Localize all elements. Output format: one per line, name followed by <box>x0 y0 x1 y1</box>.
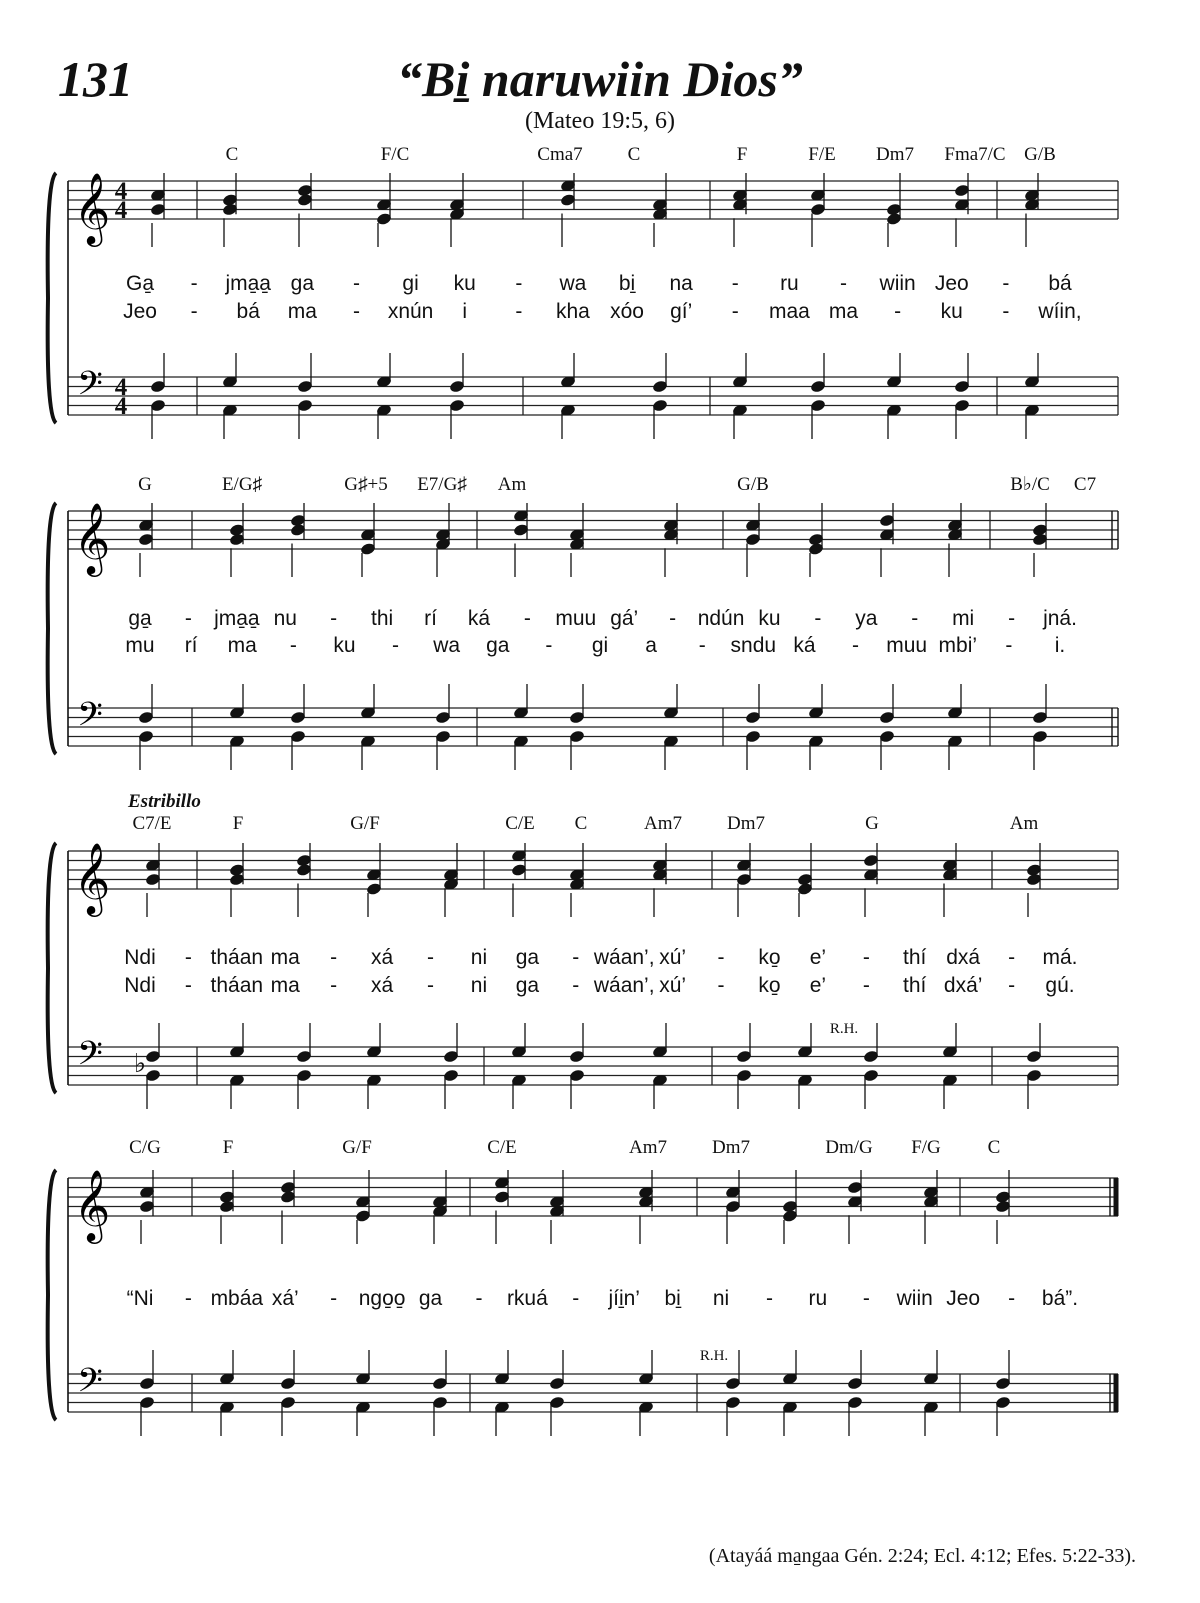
lyric-hyphen: - <box>1002 300 1010 323</box>
lyric-hyphen: - <box>840 272 848 295</box>
lyric-hyphen: - <box>352 272 360 295</box>
lyric-hyphen: - <box>427 974 435 997</box>
lyric-syllable: ká <box>793 634 816 657</box>
lyric-hyphen: - <box>184 974 192 997</box>
lyric-syllable: xá <box>371 946 394 969</box>
lyric-syllable: muu <box>555 607 597 630</box>
lyric-syllable: gi <box>402 272 419 295</box>
lyric-syllable: ru <box>808 1287 828 1310</box>
chord-symbol: C/E <box>487 1137 517 1158</box>
chord-symbol: Dm7 <box>712 1137 750 1158</box>
lyric-hyphen: - <box>475 1287 483 1310</box>
lyric-hyphen: - <box>190 300 198 323</box>
lyric-syllable: ndún <box>697 607 745 630</box>
chord-symbol: C7/E <box>132 813 172 834</box>
lyric-syllable: muu <box>886 634 928 657</box>
lyric-hyphen: - <box>515 300 523 323</box>
chord-symbol: C <box>627 144 641 165</box>
lyric-hyphen: - <box>572 1287 580 1310</box>
lyric-hyphen: - <box>862 946 870 969</box>
lyric-syllable: wiin <box>879 272 916 295</box>
time-signature-top: 4 <box>114 374 128 401</box>
bass-clef-icon: 𝄢 <box>77 696 103 742</box>
lyric-syllable: mi <box>952 607 975 630</box>
lyric-syllable: Ndi <box>124 946 156 969</box>
lyric-hyphen: - <box>352 300 360 323</box>
lyric-syllable: a <box>645 634 657 657</box>
lyric-syllable: ku <box>940 300 963 323</box>
chord-symbol: C <box>574 813 588 834</box>
lyric-syllable: mu <box>125 634 155 657</box>
lyric-syllable: ga <box>418 1287 443 1310</box>
chord-symbol: F <box>736 144 748 165</box>
lyric-syllable: xú’ <box>659 946 687 969</box>
lyric-syllable: ga <box>515 946 540 969</box>
lyric-hyphen: - <box>1008 607 1016 630</box>
chord-symbol: Dm/G <box>825 1137 873 1158</box>
chord-symbol: Cma7 <box>537 144 583 165</box>
time-signature-bottom: 4 <box>114 393 128 420</box>
lyric-hyphen: - <box>184 946 192 969</box>
lyric-hyphen: - <box>330 974 338 997</box>
lyric-hyphen: - <box>184 1287 192 1310</box>
lyric-hyphen: - <box>545 634 553 657</box>
lyric-syllable: ma <box>828 300 859 323</box>
lyric-syllable: jma̱a̱ <box>225 272 272 295</box>
treble-clef-icon: 𝄞 <box>73 1168 111 1241</box>
lyric-syllable: gá’ <box>610 607 639 630</box>
chord-symbol: Dm7 <box>727 813 765 834</box>
lyric-syllable: jná. <box>1043 607 1077 630</box>
lyric-syllable: ru <box>780 272 799 295</box>
lyric-hyphen: - <box>1002 272 1010 295</box>
lyric-syllable: bi̱ <box>618 272 636 295</box>
lyric-hyphen: - <box>184 607 192 630</box>
lyric-syllable: thi <box>371 607 394 630</box>
lyric-syllable: Ndi <box>124 974 156 997</box>
chord-symbol: C <box>225 144 239 165</box>
lyric-hyphen: - <box>572 974 580 997</box>
lyric-syllable: ma <box>287 300 317 323</box>
lyric-syllable: gi <box>591 634 609 657</box>
system-brace <box>48 503 56 754</box>
system-brace <box>48 173 56 423</box>
hymn-number: 131 <box>58 51 133 107</box>
lyric-hyphen: - <box>894 300 902 323</box>
treble-clef-icon: 𝄞 <box>73 171 111 244</box>
lyric-hyphen: - <box>1008 946 1016 969</box>
chord-symbol: G <box>865 813 879 834</box>
chord-symbol: G/F <box>342 1137 372 1158</box>
lyric-syllable: ku <box>758 607 781 630</box>
lyric-syllable: thí <box>903 946 927 969</box>
lyric-syllable: xnún <box>387 300 434 323</box>
chord-symbol: C/G <box>129 1137 161 1158</box>
lyric-syllable: ku <box>333 634 356 657</box>
chord-symbol: E/G♯ <box>221 474 263 495</box>
treble-clef-icon: 𝄞 <box>73 501 111 574</box>
lyric-hyphen: - <box>392 634 400 657</box>
lyric-syllable: ga <box>486 634 510 657</box>
lyric-syllable: dxá <box>946 946 981 969</box>
lyric-syllable: i <box>462 300 468 323</box>
lyric-syllable: tháan <box>210 974 264 997</box>
lyric-syllable: sndu <box>730 634 777 657</box>
chord-symbol: F <box>222 1137 234 1158</box>
lyric-syllable: thí <box>903 974 927 997</box>
chord-symbol: G/B <box>1024 144 1056 165</box>
lyric-syllable: gí’ <box>670 300 693 323</box>
lyric-syllable: ku <box>453 272 476 295</box>
lyric-syllable: wíin, <box>1038 300 1082 323</box>
lyric-hyphen: - <box>731 272 739 295</box>
chord-symbol: C <box>987 1137 1001 1158</box>
lyric-syllable: ko̱ <box>758 946 781 969</box>
lyric-hyphen: - <box>669 607 677 630</box>
lyric-syllable: ni <box>470 974 488 997</box>
lyric-hyphen: - <box>330 607 338 630</box>
treble-clef-icon: 𝄞 <box>73 841 111 914</box>
chord-symbol: B♭/C <box>1010 474 1050 495</box>
lyric-hyphen: - <box>330 946 338 969</box>
section-label-estribillo: Estribillo <box>128 791 201 812</box>
chord-symbol: Dm7 <box>876 144 914 165</box>
chord-symbol: C7 <box>1073 474 1097 495</box>
lyric-syllable: nu <box>273 607 297 630</box>
lyric-hyphen: - <box>190 272 198 295</box>
lyric-hyphen: - <box>698 634 706 657</box>
lyric-syllable: wa <box>433 634 461 657</box>
lyric-syllable: ga <box>290 272 315 295</box>
lyric-syllable: wáan’, <box>593 946 655 969</box>
hymn-title: “Bi̱ naruwiin Dios” <box>397 51 803 107</box>
chord-symbol: G/B <box>737 474 769 495</box>
lyric-syllable: mbáa <box>210 1287 264 1310</box>
lyric-syllable: rí <box>184 634 198 657</box>
lyric-syllable: Jeo <box>123 300 157 323</box>
lyric-hyphen: - <box>717 946 725 969</box>
system-brace <box>48 843 56 1093</box>
chord-symbol: G <box>138 474 152 495</box>
lyric-syllable: bá”. <box>1041 1287 1079 1310</box>
system-brace <box>48 1170 56 1420</box>
time-signature-top: 4 <box>114 178 128 205</box>
lyric-syllable: xú’ <box>659 974 687 997</box>
chord-symbol: F/E <box>808 144 836 165</box>
lyric-syllable: má. <box>1042 946 1078 969</box>
chord-symbol: F/C <box>380 144 410 165</box>
lyric-syllable: jma̱a̱ <box>214 607 260 630</box>
flat-sign: ♭ <box>133 1049 147 1078</box>
lyric-syllable: e’ <box>809 946 827 969</box>
lyric-syllable: rí <box>424 607 437 630</box>
lyric-syllable: maa <box>768 300 810 323</box>
lyric-syllable: ga <box>515 974 540 997</box>
lyric-syllable: Jeo <box>946 1287 981 1310</box>
lyric-hyphen: - <box>731 300 739 323</box>
lyric-syllable: mbi’ <box>938 634 978 657</box>
lyric-hyphen: - <box>814 607 822 630</box>
rh-marking: R.H. <box>699 1348 729 1364</box>
lyric-hyphen: - <box>515 272 523 295</box>
lyric-hyphen: - <box>330 1287 338 1310</box>
lyric-hyphen: - <box>765 1287 773 1310</box>
chord-symbol: F <box>232 813 244 834</box>
lyric-hyphen: - <box>289 634 297 657</box>
chord-symbol: G/F <box>350 813 380 834</box>
lyric-syllable: wiin <box>896 1287 933 1310</box>
chord-symbol: Am <box>1009 813 1039 834</box>
bass-clef-icon: 𝄢 <box>77 1035 103 1081</box>
lyric-hyphen: - <box>1005 634 1013 657</box>
lyric-syllable: ma <box>227 634 257 657</box>
lyric-syllable: e’ <box>809 974 827 997</box>
chord-symbol: C/E <box>505 813 535 834</box>
lyric-syllable: ká <box>467 607 491 630</box>
rh-marking: R.H. <box>829 1021 859 1037</box>
lyric-syllable: tháan <box>210 946 264 969</box>
lyric-syllable: dxá’ <box>943 974 983 997</box>
lyric-hyphen: - <box>911 607 919 630</box>
lyric-syllable: ni <box>712 1287 730 1310</box>
lyric-syllable: ni <box>470 946 488 969</box>
lyric-hyphen: - <box>717 974 725 997</box>
lyric-syllable: xá <box>371 974 394 997</box>
bass-clef-icon: 𝄢 <box>77 365 103 411</box>
chord-symbol: G♯+5 <box>344 474 388 495</box>
lyric-hyphen: - <box>1008 974 1016 997</box>
lyric-hyphen: - <box>862 974 870 997</box>
time-signature-bottom: 4 <box>114 197 128 224</box>
lyric-hyphen: - <box>862 1287 870 1310</box>
lyric-syllable: Ga̱ <box>125 272 155 295</box>
lyric-hyphen: - <box>427 946 435 969</box>
bass-clef-icon: 𝄢 <box>77 1362 103 1408</box>
lyric-syllable: kha <box>556 300 590 323</box>
lyric-syllable: wáan’, <box>593 974 655 997</box>
lyric-syllable: xá’ <box>271 1287 299 1310</box>
lyric-hyphen: - <box>572 946 580 969</box>
lyric-syllable: rkuá <box>506 1287 548 1310</box>
chord-symbol: F/G <box>911 1137 941 1158</box>
lyric-syllable: bá <box>236 300 260 323</box>
lyric-syllable: “Ni <box>126 1287 154 1310</box>
lyric-syllable: gú. <box>1045 974 1075 997</box>
lyric-syllable: na <box>669 272 693 295</box>
lyric-syllable: wa <box>559 272 587 295</box>
lyric-syllable: ngo̱o̱ <box>358 1287 406 1310</box>
lyric-syllable: i. <box>1054 634 1066 657</box>
chord-symbol: E7/G♯ <box>417 474 467 495</box>
chord-symbol: Fma7/C <box>944 144 1006 165</box>
chord-symbol: Am <box>497 474 527 495</box>
chord-symbol: Am7 <box>644 813 682 834</box>
lyric-syllable: ko̱ <box>758 974 781 997</box>
lyric-syllable: xóo <box>610 300 644 323</box>
lyric-hyphen: - <box>852 634 860 657</box>
lyric-syllable: ga̱ <box>128 607 152 630</box>
scripture-reference: (Atayáá ma̱ngaa Gén. 2:24; Ecl. 4:12; Efes. 5:22-33). <box>708 1545 1136 1567</box>
lyric-syllable: ma <box>270 946 300 969</box>
lyric-syllable: bi̱ <box>664 1287 681 1310</box>
hymn-subtitle: (Mateo 19:5, 6) <box>525 108 675 134</box>
lyric-hyphen: - <box>1008 1287 1016 1310</box>
lyric-syllable: ya <box>855 607 878 630</box>
chord-symbol: Am7 <box>629 1137 667 1158</box>
lyric-syllable: bá <box>1048 272 1072 295</box>
lyric-syllable: Jeo <box>934 272 969 295</box>
lyric-syllable: ma <box>270 974 300 997</box>
lyric-syllable: jíi̱n’ <box>608 1287 640 1310</box>
lyric-hyphen: - <box>523 607 531 630</box>
